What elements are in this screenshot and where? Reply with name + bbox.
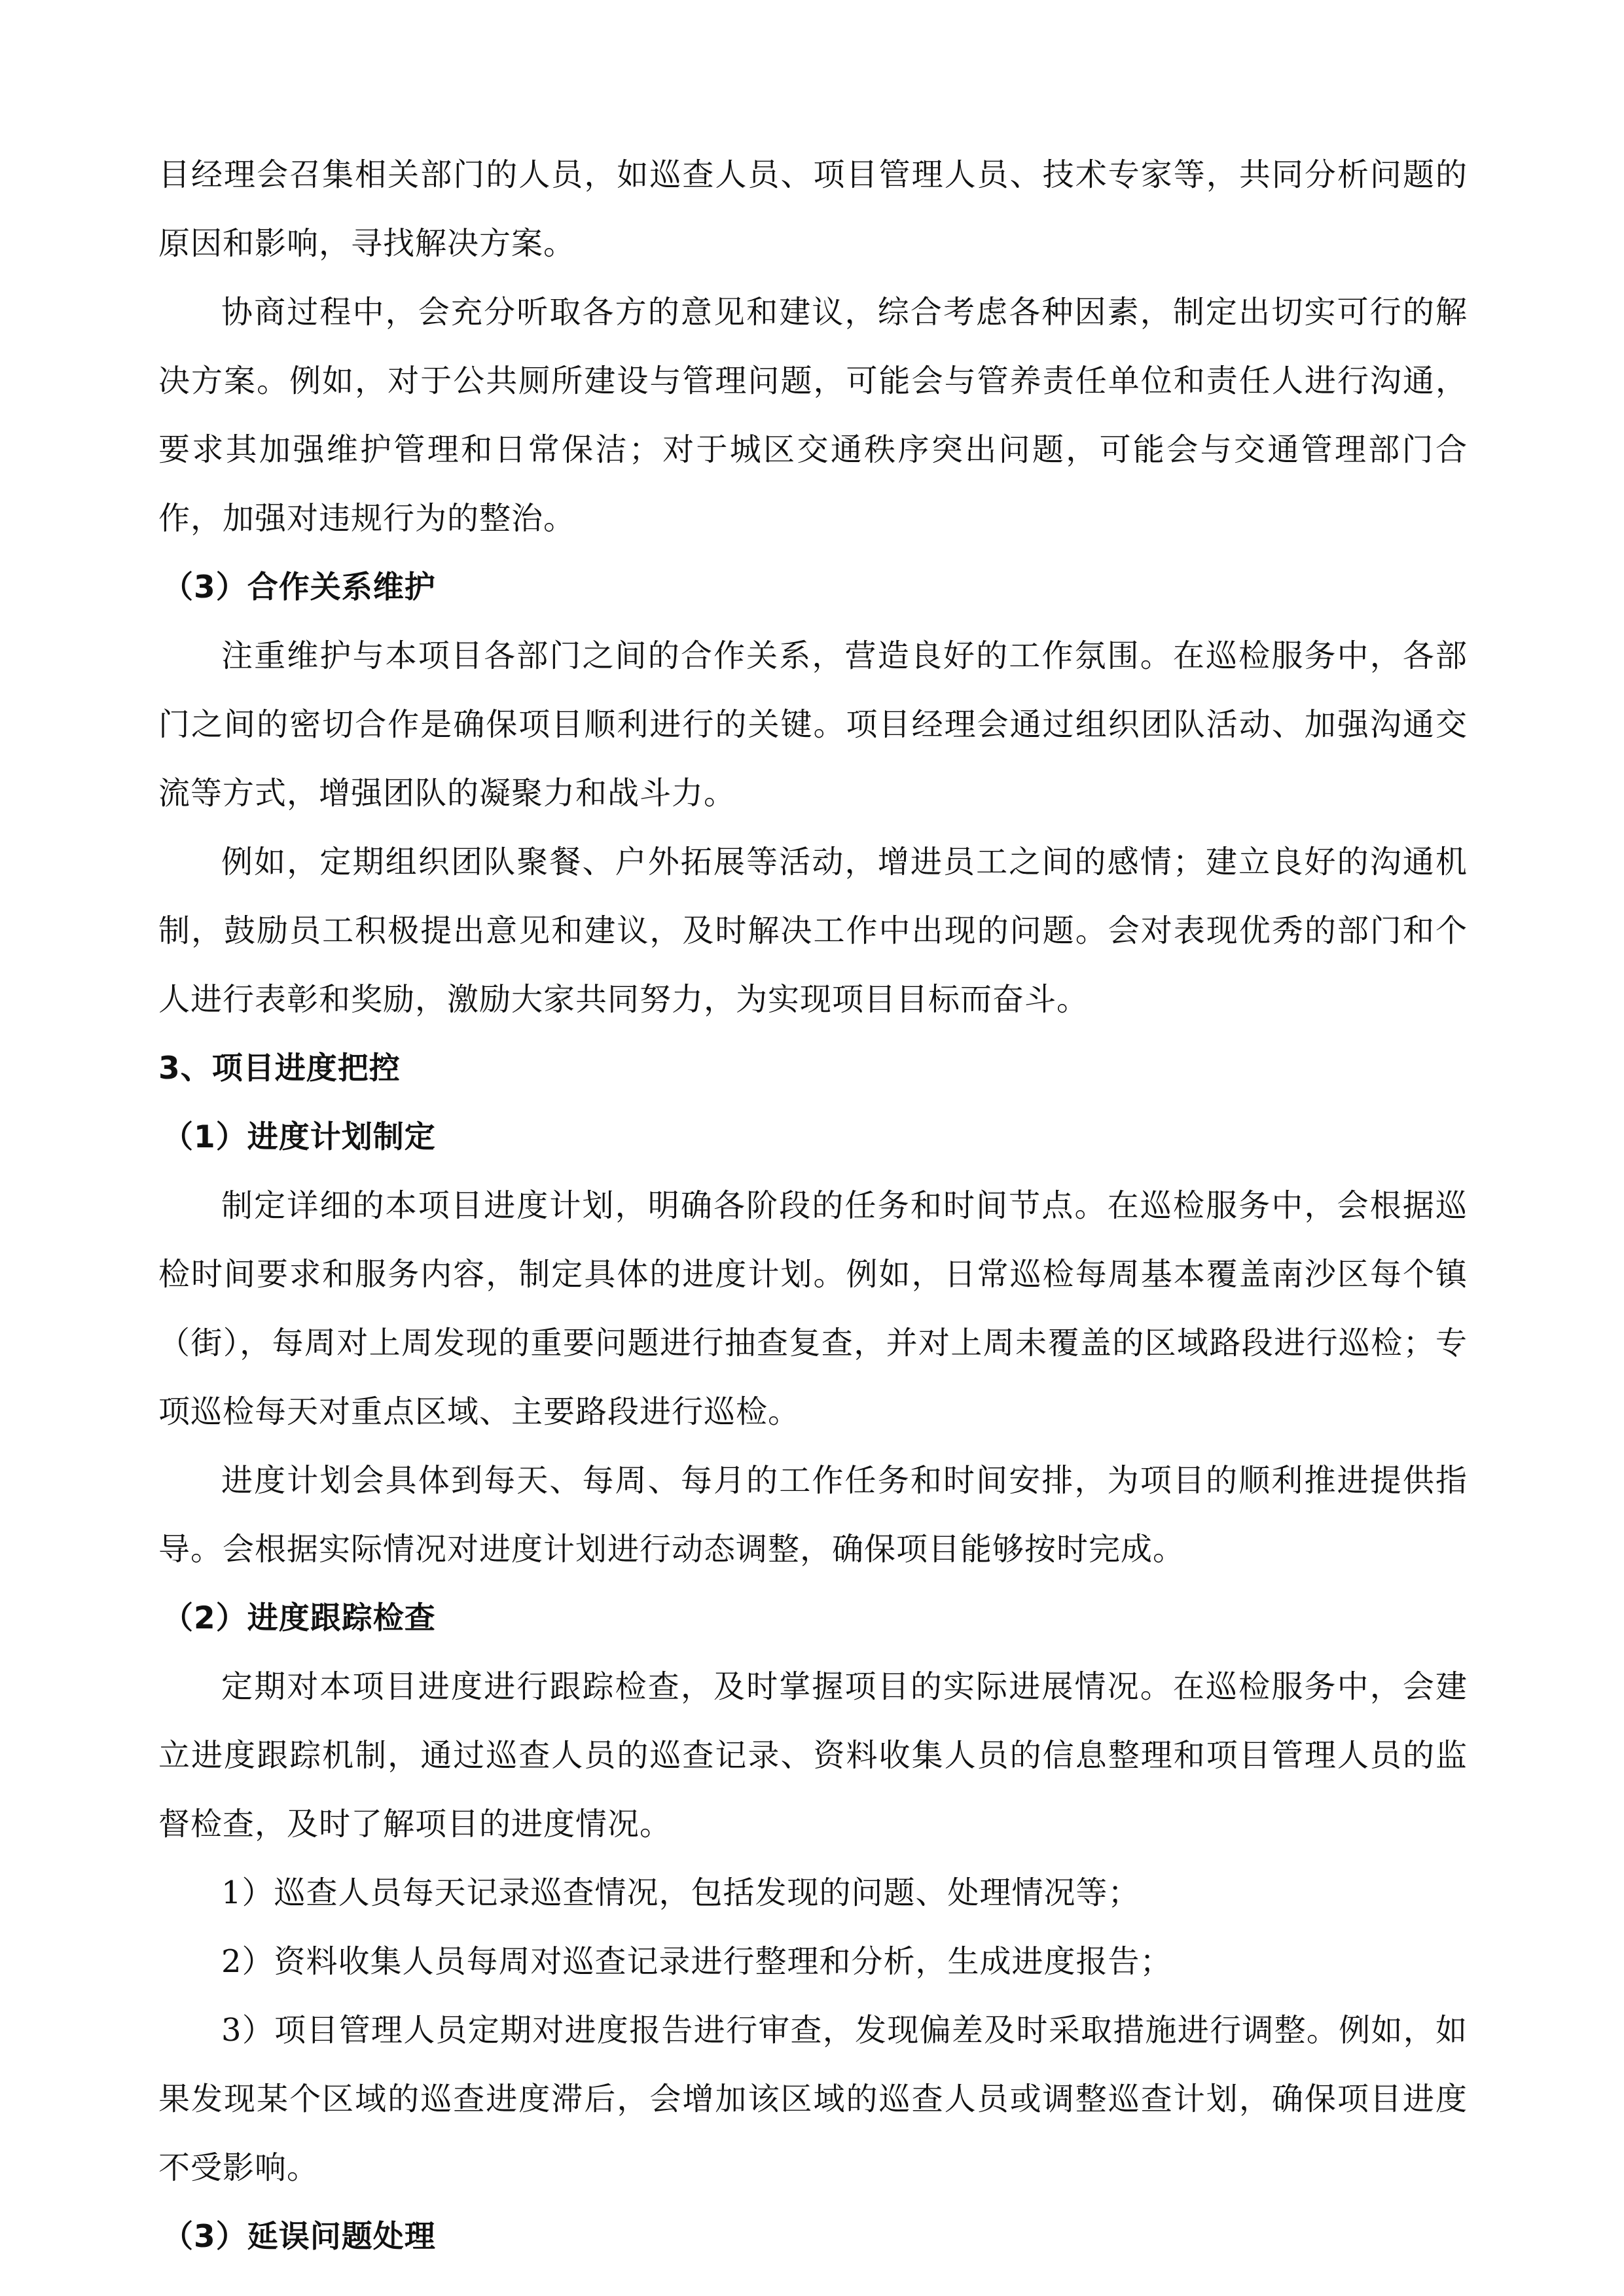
heading-cooperation-maintenance: （3）合作关系维护 (162, 569, 436, 605)
paragraph-negotiation: 协商过程中，会充分听取各方的意见和建议，综合考虑各种因素，制定出切实可行的解决方案。例如，对于公共厕所建设与管理问题，可能会与管养责任单位和责任人进行沟通，要求其加强维护管理和日常保洁；对于城区交通秩序突出问题，可能会与交通管理部门合作，加强对违规行为的整治。 (158, 294, 1468, 537)
list-item-report-review: 3）项目管理人员定期对进度报告进行审查，发现偏差及时采取措施进行调整。例如，如果发现某个区域的巡查进度滞后，会增加该区域的巡查人员或调整巡查计划，确保项目进度不受影响。 (158, 2012, 1468, 2186)
heading-progress-control: 3、项目进度把控 (158, 1050, 401, 1086)
document-body (158, 141, 1468, 2271)
heading-progress-plan: （1）进度计划制定 (162, 1119, 436, 1155)
paragraph-meeting-analysis: 目经理会召集相关部门的人员，如巡查人员、项目管理人员、技术专家等，共同分析问题的原因和影响，寻找解决方案。 (158, 156, 1468, 262)
heading-progress-tracking: （2）进度跟踪检查 (162, 1600, 436, 1636)
paragraph-team-activities: 例如，定期组织团队聚餐、户外拓展等活动，增进员工之间的感情；建立良好的沟通机制，鼓励员工积极提出意见和建议，及时解决工作中出现的问题。会对表现优秀的部门和个人进行表彰和奖励，激励大家共同努力，为实现项目目标而奋斗。 (158, 844, 1468, 1018)
list-item-patrol-records: 1）巡查人员每天记录巡查情况，包括发现的问题、处理情况等； (221, 1874, 1140, 1911)
paragraph-progress-plan: 制定详细的本项目进度计划，明确各阶段的任务和时间节点。在巡检服务中，会根据巡检时间要求和服务内容，制定具体的进度计划。例如，日常巡检每周基本覆盖南沙区每个镇（街），每周对上周发现的重要问题进行抽查复查，并对上周未覆盖的区域路段进行巡检；专项巡检每天对重点区域、主要路段进行巡检。 (158, 1187, 1468, 1430)
heading-delay-handling: （3）延误问题处理 (162, 2219, 436, 2255)
paragraph-progress-tracking: 定期对本项目进度进行跟踪检查，及时掌握项目的实际进展情况。在巡检服务中，会建立进度跟踪机制，通过巡查人员的巡查记录、资料收集人员的信息整理和项目管理人员的监督检查，及时了解项目的进度情况。 (158, 1668, 1468, 1842)
paragraph-cooperation-relations: 注重维护与本项目各部门之间的合作关系，营造良好的工作氛围。在巡检服务中，各部门之间的密切合作是确保项目顺利进行的关键。项目经理会通过组织团队活动、加强沟通交流等方式，增强团队的凝聚力和战斗力。 (158, 637, 1468, 812)
list-item-progress-report: 2）资料收集人员每周对巡查记录进行整理和分析，生成进度报告； (221, 1943, 1172, 1980)
paragraph-plan-adjustment: 进度计划会具体到每天、每周、每月的工作任务和时间安排，为项目的顺利推进提供指导。会根据实际情况对进度计划进行动态调整，确保项目能够按时完成。 (158, 1462, 1468, 1568)
